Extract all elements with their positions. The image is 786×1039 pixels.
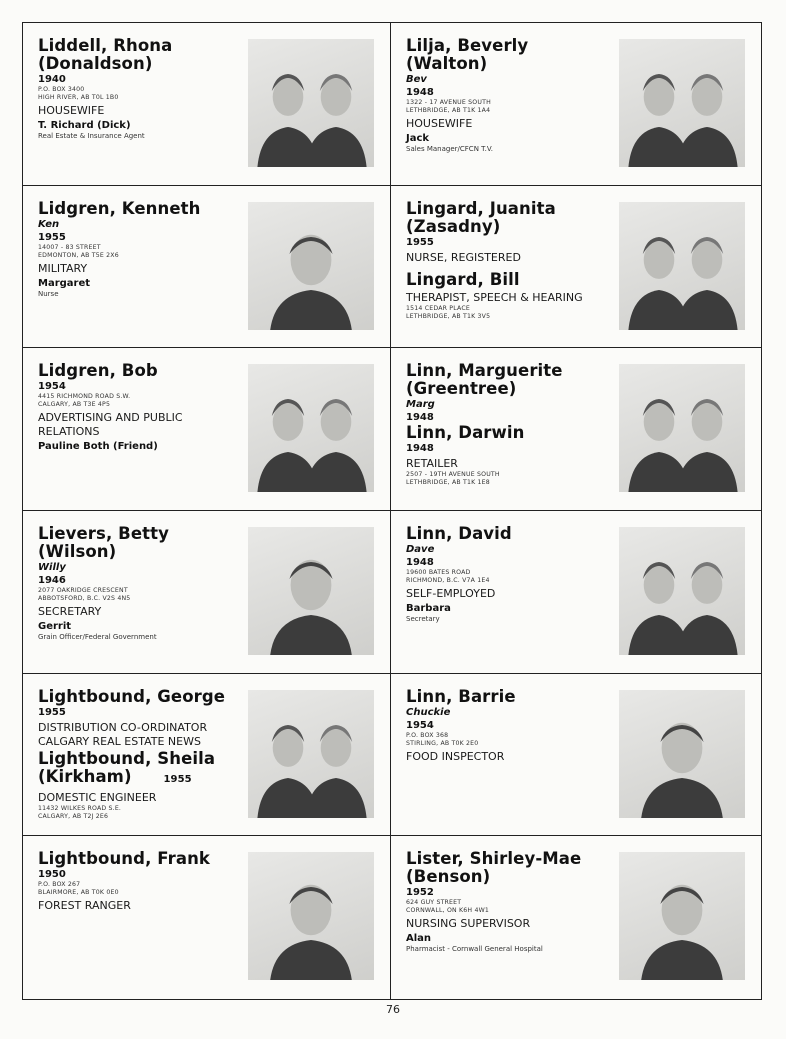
couple-photo: [619, 39, 745, 167]
person-name: Lidgren, Bob: [38, 361, 158, 381]
person-name: Lightbound, George: [38, 686, 226, 706]
occupation-detail: CALGARY REAL ESTATE NEWS: [38, 734, 201, 748]
nickname: Ken: [38, 218, 60, 230]
occupation: NURSING SUPERVISOR: [406, 917, 531, 931]
entry-info: [38, 362, 238, 453]
address-line: 19600 BATES ROAD: [406, 569, 471, 576]
address-line: EDMONTON, AB T5E 2X6: [38, 251, 119, 259]
entry-info: [406, 850, 606, 954]
spouse-occupation: Sales Manager/CFCN T.V.: [406, 145, 493, 153]
address-line: STIRLING, AB T0K 2E0: [406, 739, 479, 747]
occupation: RETAILER: [406, 457, 458, 471]
address-line: LETHBRIDGE, AB T1K 1A4: [406, 107, 491, 114]
address-line: 1322 - 17 AVENUE SOUTH: [406, 99, 491, 106]
entry-info: [406, 525, 606, 624]
occupation: DISTRIBUTION CO-ORDINATOR: [38, 720, 208, 734]
address-line: LETHBRIDGE, AB T1K 1E8: [406, 479, 490, 487]
person-name: Lingard, Bill: [406, 269, 520, 289]
portrait-photo: [248, 852, 374, 980]
address-line: P.O. BOX 368: [406, 731, 449, 739]
entry-linn-marguerite: [391, 348, 761, 511]
entry-lightbound-frank: [23, 836, 391, 999]
spouse-name: Barbara: [406, 603, 451, 614]
couple-photo: [619, 364, 745, 492]
graduation-year: 1955: [38, 706, 66, 718]
nickname: Dave: [406, 544, 435, 555]
entry-info: [38, 850, 238, 913]
address-line: P.O. BOX 3400: [38, 86, 85, 93]
address-line: BLAIRMORE, AB T0K 0E0: [38, 889, 119, 897]
address-line: HIGH RIVER, AB T0L 1B0: [38, 94, 119, 101]
directory-grid: [22, 22, 762, 1000]
address-line: CORNWALL, ON K6H 4W1: [406, 907, 490, 915]
occupation: FOREST RANGER: [38, 899, 131, 913]
address-line: LETHBRIDGE, AB T1K 3V5: [406, 312, 491, 320]
entry-lister: [391, 836, 761, 999]
nickname: Chuckie: [406, 706, 451, 718]
nickname: Willy: [38, 562, 66, 573]
entry-linn-barrie: [391, 674, 761, 837]
entry-lidgren-bob: [23, 348, 391, 511]
spouse-occupation: Secretary: [406, 615, 440, 623]
address-line: 11432 WILKES ROAD S.E.: [38, 804, 122, 812]
entry-lidgren-kenneth: [23, 186, 391, 349]
person-name: Lidgren, Kenneth: [38, 198, 201, 218]
portrait-photo: [619, 852, 745, 980]
address-line: 2507 - 19TH AVENUE SOUTH: [406, 471, 500, 479]
entry-lingard: [391, 186, 761, 349]
occupation: SECRETARY: [38, 605, 102, 618]
entry-liddell: [23, 23, 391, 186]
couple-photo: [248, 39, 374, 167]
portrait-photo: [619, 690, 745, 818]
address-line: 624 GUY STREET: [406, 899, 462, 907]
person-name: Linn, Marguerite (Greentree): [406, 361, 563, 399]
spouse-name: Gerrit: [38, 621, 72, 632]
spouse-occupation: Nurse: [38, 289, 59, 298]
spouse-name: T. Richard (Dick): [38, 120, 131, 131]
address-line: 4415 RICHMOND ROAD S.W.: [38, 393, 131, 401]
person-name: Linn, Barrie: [406, 686, 516, 706]
occupation: MILITARY: [38, 261, 88, 275]
person-name: Linn, David: [406, 524, 512, 543]
address-line: ABBOTSFORD, B.C. V2S 4N5: [38, 595, 131, 602]
person-name: Lievers, Betty (Wilson): [38, 524, 169, 561]
page-number: 76: [386, 1003, 400, 1016]
entry-info: [406, 37, 606, 154]
graduation-year: 1948: [406, 443, 434, 455]
person-name: Lightbound, Sheila (Kirkham): [38, 748, 216, 786]
graduation-year: 1955: [38, 231, 66, 243]
graduation-year: 1955: [406, 236, 434, 248]
couple-photo: [248, 690, 374, 818]
spouse-occupation: Pharmacist - Cornwall General Hospital: [406, 945, 543, 954]
person-name: Lilja, Beverly (Walton): [406, 36, 529, 73]
graduation-year: 1955: [163, 773, 192, 785]
graduation-year: 1948: [406, 412, 434, 424]
spouse-name: Pauline Both (Friend): [38, 441, 158, 453]
entry-info: [38, 688, 268, 821]
occupation: SELF-EMPLOYED: [406, 587, 496, 600]
person-name: Linn, Darwin: [406, 423, 525, 443]
address-line: CALGARY, AB T3E 4P5: [38, 401, 111, 409]
couple-photo: [619, 202, 745, 330]
entry-info: [406, 362, 606, 487]
spouse-name: Margaret: [38, 277, 91, 289]
graduation-year: 1948: [406, 87, 434, 98]
entry-lievers: [23, 511, 391, 674]
occupation: HOUSEWIFE: [406, 117, 473, 130]
address-line: 14007 - 83 STREET: [38, 243, 101, 251]
occupation: ADVERTISING AND PUBLIC RELATIONS: [38, 411, 183, 439]
address-line: P.O. BOX 267: [38, 881, 81, 889]
graduation-year: 1950: [38, 869, 66, 881]
entry-lilja: [391, 23, 761, 186]
spouse-occupation: Grain Officer/Federal Government: [38, 633, 157, 641]
couple-photo: [619, 527, 745, 655]
nickname: Marg: [406, 399, 435, 411]
graduation-year: 1954: [406, 719, 434, 731]
graduation-year: 1946: [38, 575, 66, 586]
entry-linn-david: [391, 511, 761, 674]
graduation-year: 1940: [38, 74, 66, 85]
address-line: 1514 CEDAR PLACE: [406, 304, 470, 312]
nickname: Bev: [406, 74, 427, 85]
address-line: RICHMOND, B.C. V7A 1E4: [406, 577, 490, 584]
portrait-photo: [248, 527, 374, 655]
entry-info: [406, 200, 606, 321]
address-line: 2077 OAKRIDGE CRESCENT: [38, 587, 128, 594]
entry-info: [406, 688, 606, 764]
occupation: THERAPIST, SPEECH & HEARING: [406, 290, 583, 304]
portrait-photo: [248, 202, 374, 330]
graduation-year: 1948: [406, 557, 434, 568]
entry-lightbound-george: [23, 674, 391, 837]
occupation: DOMESTIC ENGINEER: [38, 790, 157, 804]
entry-info: [38, 200, 238, 299]
spouse-occupation: Real Estate & Insurance Agent: [38, 132, 145, 140]
entry-info: [38, 525, 238, 642]
graduation-year: 1952: [406, 887, 434, 899]
graduation-year: 1954: [38, 381, 66, 393]
couple-photo: [248, 364, 374, 492]
person-name: Liddell, Rhona (Donaldson): [38, 36, 173, 73]
occupation: NURSE, REGISTERED: [406, 250, 521, 264]
person-name: Lightbound, Frank: [38, 849, 210, 869]
spouse-name: Alan: [406, 933, 432, 945]
spouse-name: Jack: [406, 133, 430, 144]
entry-info: [38, 37, 238, 141]
person-name: Lingard, Juanita (Zasadny): [406, 198, 556, 236]
occupation: HOUSEWIFE: [38, 104, 105, 117]
person-name-block: [38, 750, 268, 789]
address-line: CALGARY, AB T2J 2E6: [38, 812, 109, 820]
person-name: Lister, Shirley-Mae (Benson): [406, 849, 582, 887]
occupation: FOOD INSPECTOR: [406, 749, 505, 763]
